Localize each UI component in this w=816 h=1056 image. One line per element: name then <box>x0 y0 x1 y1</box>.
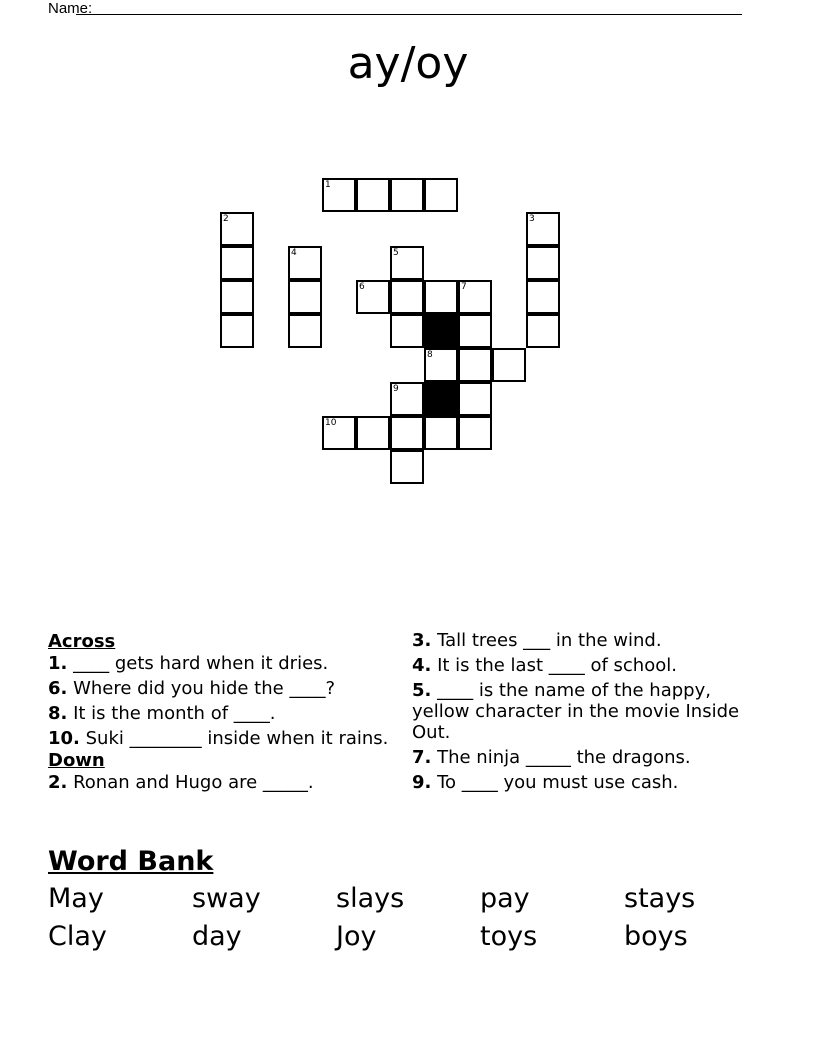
cell-number: 7 <box>461 282 467 292</box>
clue-across-6 <box>48 678 393 699</box>
grid-cell[interactable] <box>424 178 458 212</box>
clue-down-7 <box>412 747 752 768</box>
clue-text: It is the last ____ of school. <box>431 655 677 676</box>
clue-text: Tall trees ___ in the wind. <box>431 630 662 651</box>
cell-number: 1 <box>325 180 331 190</box>
grid-cell[interactable] <box>458 416 492 450</box>
clue-text: It is the month of ____. <box>67 703 276 724</box>
across-heading: Across <box>48 631 116 652</box>
grid-cell[interactable] <box>288 280 322 314</box>
clue-across-1 <box>48 653 393 674</box>
grid-cell[interactable] <box>526 246 560 280</box>
cell-number: 5 <box>393 248 399 258</box>
grid-cell[interactable] <box>526 212 560 246</box>
grid-cell[interactable] <box>220 280 254 314</box>
clue-down-9 <box>412 772 752 793</box>
grid-cell[interactable] <box>458 348 492 382</box>
word-bank-word: toys <box>480 921 538 952</box>
cell-number: 10 <box>325 418 337 428</box>
cell-number: 2 <box>223 214 229 224</box>
grid-cell[interactable] <box>390 314 424 348</box>
clue-text: ____ is the name of the happy, yellow character in the movie Inside Out. <box>412 680 740 743</box>
cell-number: 9 <box>393 384 399 394</box>
grid-cell[interactable] <box>220 212 254 246</box>
black-cell <box>424 382 458 416</box>
name-field-line[interactable] <box>76 14 742 15</box>
clue-text: To ____ you must use cash. <box>431 772 679 793</box>
down-heading: Down <box>48 750 105 771</box>
grid-cell[interactable] <box>492 348 526 382</box>
grid-cell[interactable] <box>220 246 254 280</box>
grid-cell[interactable] <box>424 416 458 450</box>
clue-number: 7. <box>412 747 432 768</box>
word-bank-word: slays <box>336 883 405 914</box>
grid-cell[interactable] <box>390 450 424 484</box>
word-bank-word: May <box>48 883 104 914</box>
grid-cell[interactable] <box>390 246 424 280</box>
clue-number: 2. <box>48 772 68 793</box>
grid-cell[interactable] <box>458 314 492 348</box>
clue-across-8 <box>48 703 393 724</box>
clue-text: ____ gets hard when it dries. <box>67 653 329 674</box>
grid-cell[interactable] <box>288 246 322 280</box>
grid-cell[interactable] <box>356 280 390 314</box>
clue-number: 3. <box>412 630 432 651</box>
grid-cell[interactable] <box>322 178 356 212</box>
clue-number: 8. <box>48 703 68 724</box>
word-bank-word: stays <box>624 883 696 914</box>
clue-down-2 <box>48 772 393 793</box>
clue-number: 9. <box>412 772 432 793</box>
grid-cell[interactable] <box>424 348 458 382</box>
word-bank-word: day <box>192 921 242 952</box>
grid-cell[interactable] <box>356 178 390 212</box>
clues-right-column <box>412 630 752 797</box>
word-bank-word: sway <box>192 883 261 914</box>
clue-number: 4. <box>412 655 432 676</box>
grid-cell[interactable] <box>356 416 390 450</box>
clue-down-4 <box>412 655 752 676</box>
word-bank-title: Word Bank <box>48 846 214 877</box>
clue-number: 5. <box>412 680 432 701</box>
clue-number: 10. <box>48 728 80 749</box>
grid-cell[interactable] <box>220 314 254 348</box>
clue-down-5 <box>412 680 752 743</box>
page-title: ay/oy <box>347 38 469 89</box>
clue-text: The ninja _____ the dragons. <box>431 747 691 768</box>
grid-cell[interactable] <box>322 416 356 450</box>
cell-number: 4 <box>291 248 297 258</box>
grid-cell[interactable] <box>390 416 424 450</box>
word-bank-word: boys <box>624 921 688 952</box>
grid-cell[interactable] <box>526 314 560 348</box>
cell-number: 6 <box>359 282 365 292</box>
word-bank-word: Clay <box>48 921 107 952</box>
grid-cell[interactable] <box>390 178 424 212</box>
clue-down-3 <box>412 630 752 651</box>
grid-cell[interactable] <box>458 382 492 416</box>
cell-number: 8 <box>427 350 433 360</box>
clue-text: Where did you hide the ____? <box>67 678 335 699</box>
word-bank-word: Joy <box>336 921 377 952</box>
clues-left-column <box>48 630 393 797</box>
grid-cell[interactable] <box>288 314 322 348</box>
grid-cell[interactable] <box>424 280 458 314</box>
clue-across-10 <box>48 728 393 749</box>
black-cell <box>424 314 458 348</box>
grid-cell[interactable] <box>390 280 424 314</box>
grid-cell[interactable] <box>526 280 560 314</box>
name-label: Name: <box>48 0 93 17</box>
cell-number: 3 <box>529 214 535 224</box>
clue-text: Suki ________ inside when it rains. <box>79 728 389 749</box>
clue-number: 6. <box>48 678 68 699</box>
clue-number: 1. <box>48 653 68 674</box>
clue-text: Ronan and Hugo are _____. <box>67 772 314 793</box>
word-bank-word: pay <box>480 883 530 914</box>
grid-cell[interactable] <box>390 382 424 416</box>
grid-cell[interactable] <box>458 280 492 314</box>
